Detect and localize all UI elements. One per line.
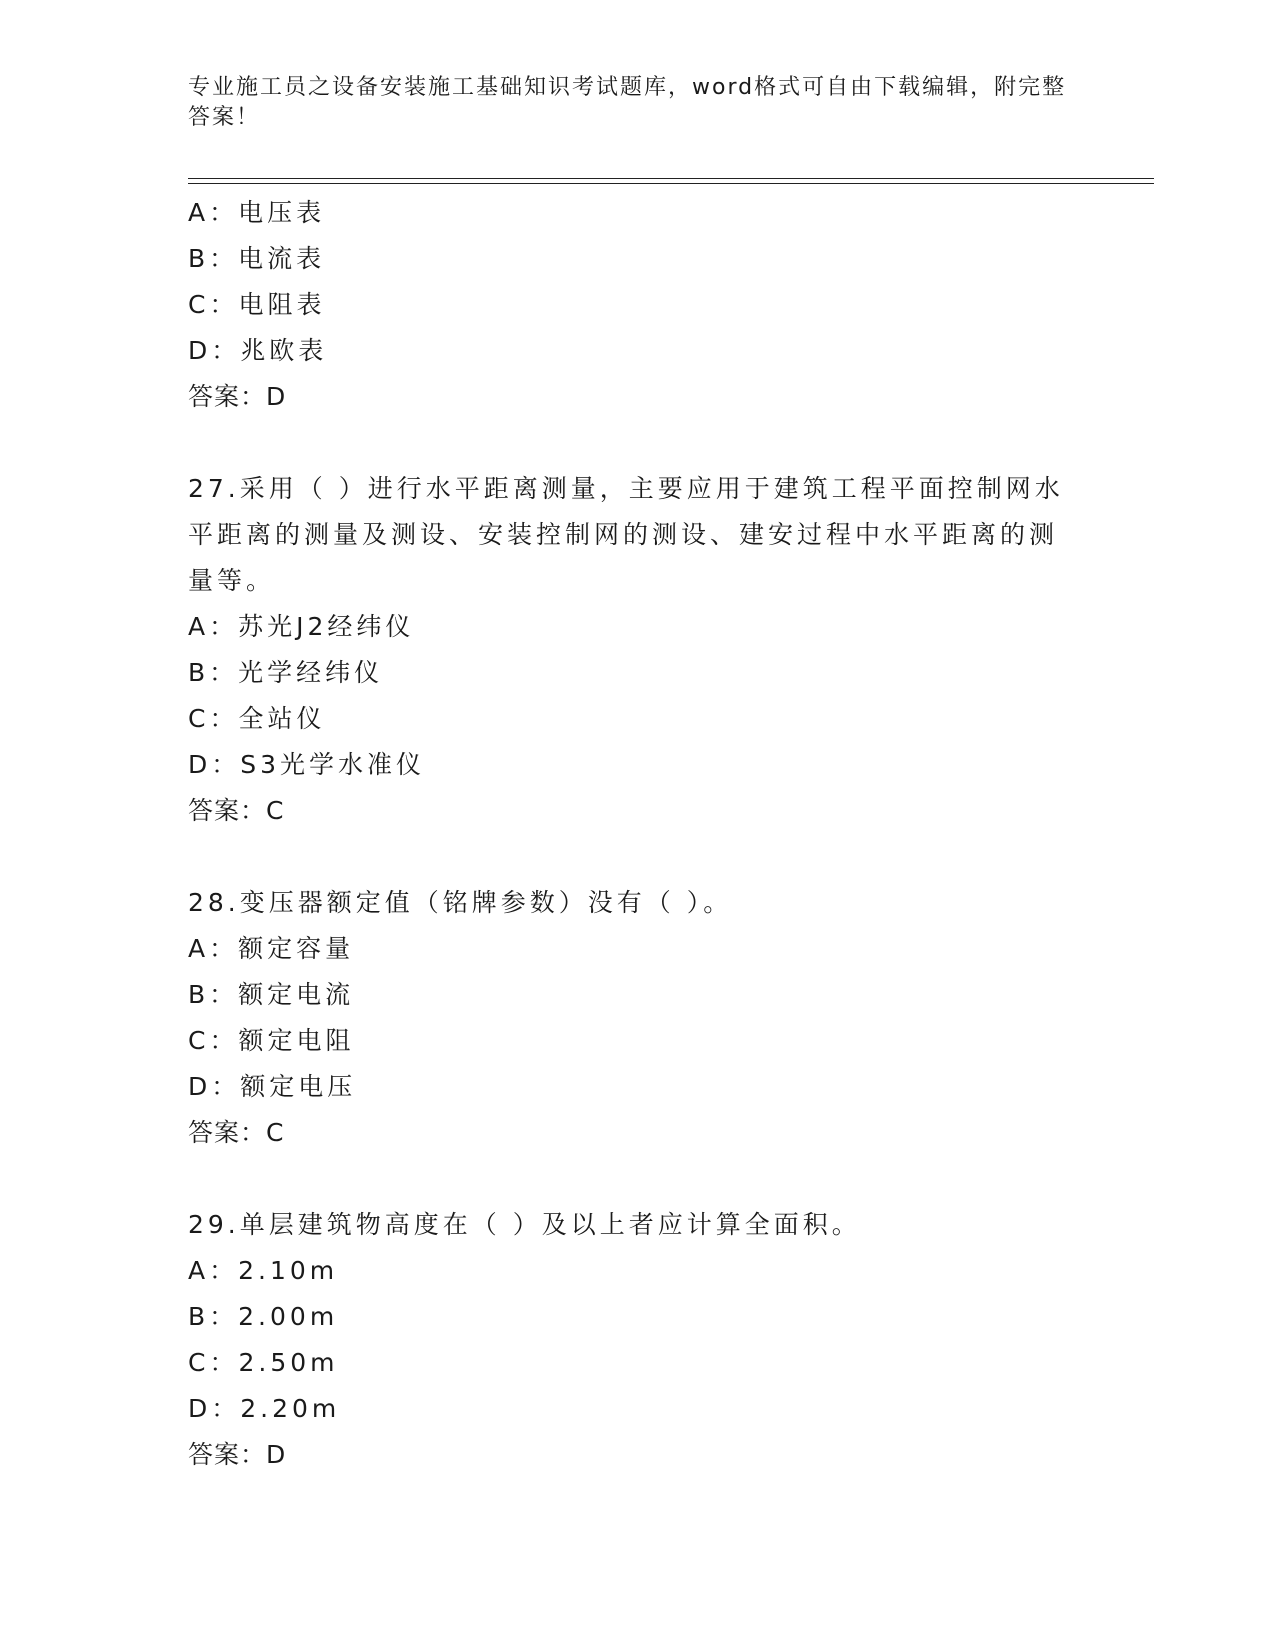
option-a: A：苏光J2经纬仪: [188, 612, 415, 641]
option-a: A：电压表: [188, 198, 326, 227]
question-28: [188, 880, 1088, 1156]
question-27: [188, 466, 1088, 834]
option-d: D：2.20m: [188, 1394, 341, 1423]
question-stem: 27.采用（ ）进行水平距离测量，主要应用于建筑工程平面控制网水平距离的测量及测设、安装控制网的测设、建安过程中水平距离的测量等。: [188, 474, 1064, 595]
header-divider-top: [188, 178, 1154, 179]
document-header: 专业施工员之设备安装施工基础知识考试题库，word格式可自由下载编辑，附完整答案！: [188, 75, 1067, 130]
option-b: B：光学经纬仪: [188, 658, 384, 687]
option-c: C：2.50m: [188, 1348, 339, 1377]
option-d: D：兆欧表: [188, 336, 328, 365]
option-b: B：额定电流: [188, 980, 355, 1009]
question-stem: 28.变压器额定值（铭牌参数）没有（ ）。: [188, 888, 733, 917]
option-b: B：2.00m: [188, 1302, 339, 1331]
option-c: C：额定电阻: [188, 1026, 355, 1055]
answer-line: 答案：C: [188, 796, 285, 825]
option-a: A：额定容量: [188, 934, 355, 963]
question-stem: 29.单层建筑物高度在（ ）及以上者应计算全面积。: [188, 1210, 861, 1239]
option-c: C：全站仪: [188, 704, 326, 733]
question-29: [188, 1202, 1088, 1478]
option-b: B：电流表: [188, 244, 326, 273]
option-a: A：2.10m: [188, 1256, 339, 1285]
answer-line: 答案：C: [188, 1118, 285, 1147]
answer-line: 答案：D: [188, 382, 287, 411]
header-divider-bottom: [188, 183, 1154, 184]
option-c: C：电阻表: [188, 290, 326, 319]
option-d: D：额定电压: [188, 1072, 357, 1101]
option-d: D：S3光学水准仪: [188, 750, 426, 779]
question-26-tail: [188, 190, 1088, 420]
question-list: [188, 190, 1088, 1478]
answer-line: 答案：D: [188, 1440, 287, 1469]
